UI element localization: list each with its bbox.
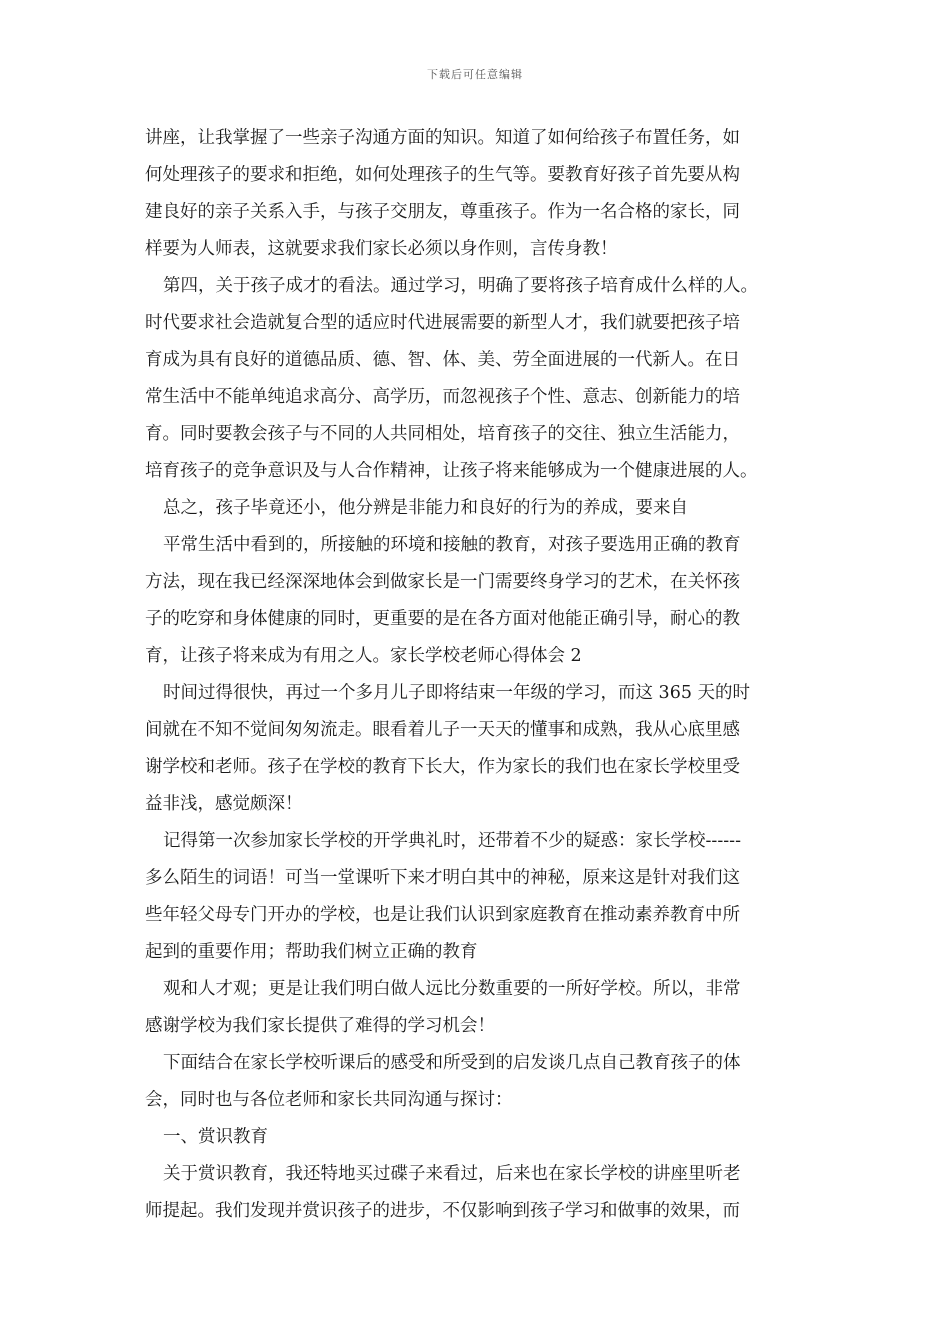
text-line: 建良好的亲子关系入手，与孩子交朋友，尊重孩子。作为一名合格的家长，同 xyxy=(145,202,740,222)
text-line: 下面结合在家长学校听课后的感受和所受到的启发谈几点自己教育孩子的体 xyxy=(163,1053,741,1073)
text-line: 多么陌生的词语！可当一堂课听下来才明白其中的神秘，原来这是针对我们这 xyxy=(145,868,740,888)
page-header: 下载后可任意编辑 xyxy=(427,68,523,81)
text-line: 育，让孩子将来成为有用之人。家长学校老师心得体会 2 xyxy=(145,646,582,666)
text-line: 第四，关于孩子成才的看法。通过学习，明确了要将孩子培育成什么样的人。 xyxy=(163,276,758,296)
text-line: 何处理孩子的要求和拒绝，如何处理孩子的生气等。要教育好孩子首先要从构 xyxy=(145,165,740,185)
text-line: 时间过得很快，再过一个多月儿子即将结束一年级的学习，而这 365 天的时 xyxy=(163,683,751,703)
text-line: 讲座，让我掌握了一些亲子沟通方面的知识。知道了如何给孩子布置任务，如 xyxy=(145,128,740,148)
text-line: 子的吃穿和身体健康的同时，更重要的是在各方面对他能正确引导，耐心的教 xyxy=(145,609,740,629)
text-line: 观和人才观；更是让我们明白做人远比分数重要的一所好学校。所以，非常 xyxy=(163,979,741,999)
document-body xyxy=(145,120,810,1230)
text-line: 样要为人师表，这就要求我们家长必须以身作则，言传身教！ xyxy=(145,239,618,259)
text-line: 些年轻父母专门开办的学校，也是让我们认识到家庭教育在推动素养教育中所 xyxy=(145,905,740,925)
text-line: 起到的重要作用；帮助我们树立正确的教育 xyxy=(145,942,478,962)
text-line: 培育孩子的竞争意识及与人合作精神，让孩子将来能够成为一个健康进展的人。 xyxy=(145,461,758,481)
text-line: 会，同时也与各位老师和家长共同沟通与探讨： xyxy=(145,1090,513,1110)
text-line: 育成为具有良好的道德品质、德、智、体、美、劳全面进展的一代新人。在日 xyxy=(145,350,740,370)
text-line: 感谢学校为我们家长提供了难得的学习机会！ xyxy=(145,1016,495,1036)
text-line: 一、赏识教育 xyxy=(163,1127,268,1147)
text-line: 时代要求社会造就复合型的适应时代进展需要的新型人才，我们就要把孩子培 xyxy=(145,313,740,333)
text-line: 师提起。我们发现并赏识孩子的进步，不仅影响到孩子学习和做事的效果，而 xyxy=(145,1201,740,1221)
text-line: 育。同时要教会孩子与不同的人共同相处，培育孩子的交往、独立生活能力， xyxy=(145,424,740,444)
text-line: 方法，现在我已经深深地体会到做家长是一门需要终身学习的艺术，在关怀孩 xyxy=(145,572,740,592)
text-line: 平常生活中看到的，所接触的环境和接触的教育，对孩子要选用正确的教育 xyxy=(163,535,741,555)
text-line: 关于赏识教育，我还特地买过碟子来看过，后来也在家长学校的讲座里听老 xyxy=(163,1164,741,1184)
text-line: 谢学校和老师。孩子在学校的教育下长大，作为家长的我们也在家长学校里受 xyxy=(145,757,740,777)
text-line: 总之，孩子毕竟还小，他分辨是非能力和良好的行为的养成，要来自 xyxy=(163,498,688,518)
text-line: 常生活中不能单纯追求高分、高学历，而忽视孩子个性、意志、创新能力的培 xyxy=(145,387,740,407)
text-line: 记得第一次参加家长学校的开学典礼时，还带着不少的疑惑：家长学校------ xyxy=(163,831,741,851)
text-line: 益非浅，感觉颇深！ xyxy=(145,794,303,814)
text-line: 间就在不知不觉间匆匆流走。眼看着儿子一天天的懂事和成熟，我从心底里感 xyxy=(145,720,740,740)
